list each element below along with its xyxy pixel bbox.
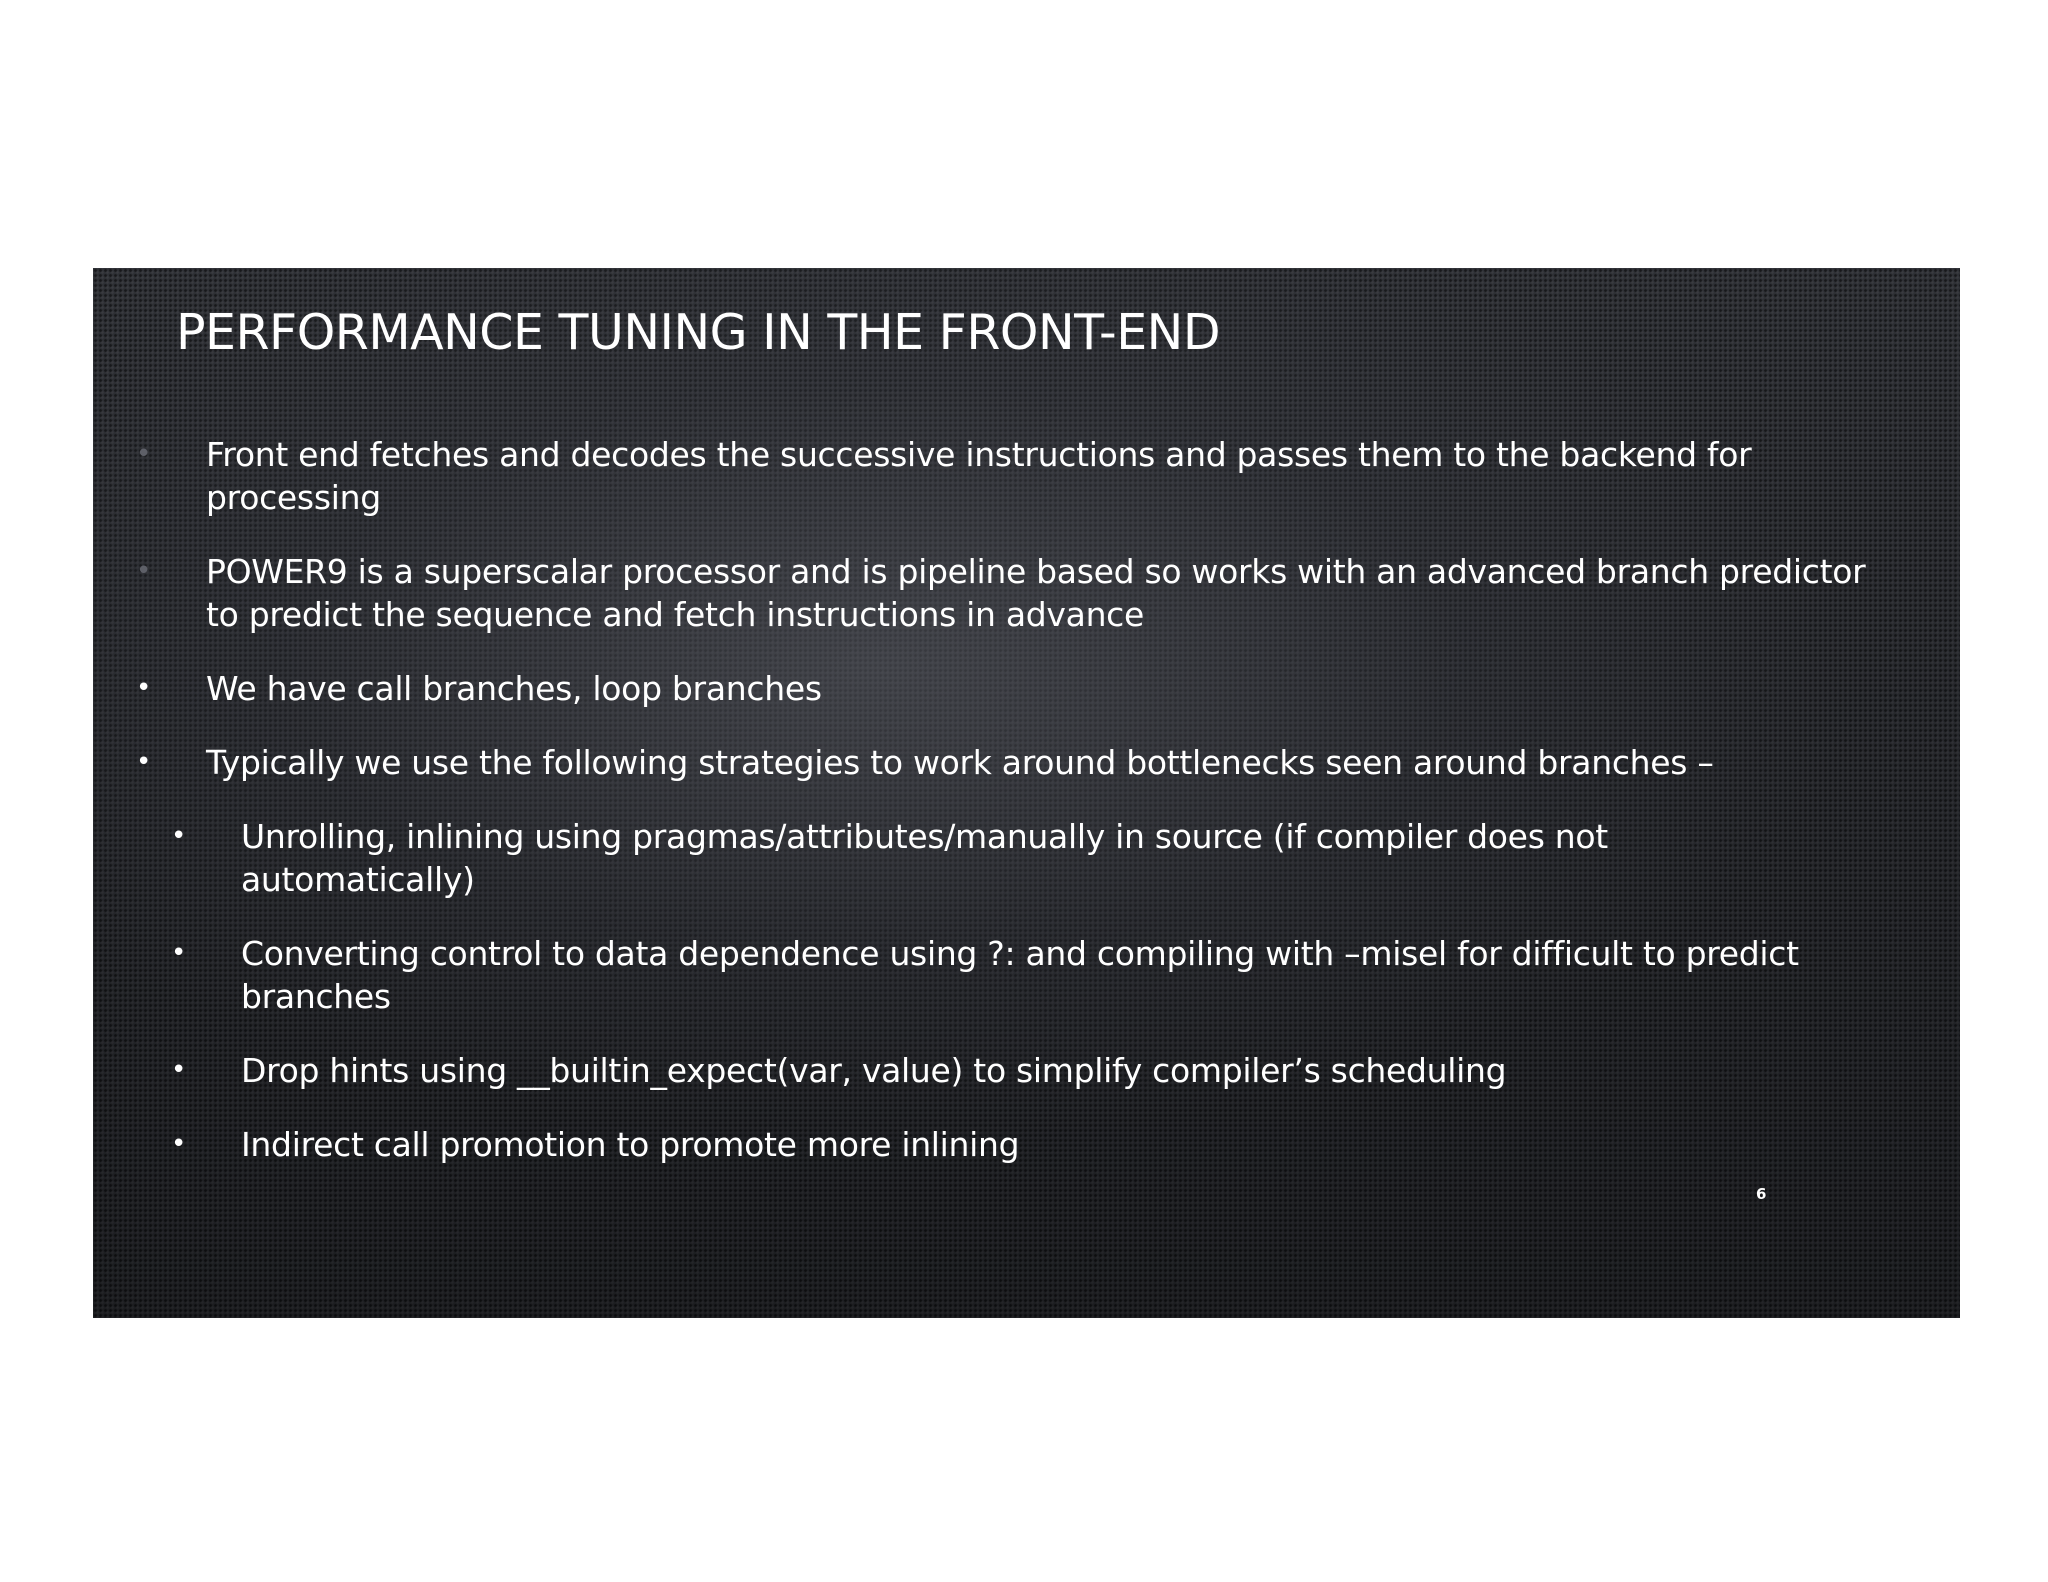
- bullet-marker: •: [136, 747, 152, 777]
- bullet-marker: •: [136, 556, 152, 586]
- bullet-text: POWER9 is a superscalar processor and is pipeline based so works with an advanced branch predictor to predict the sequence and fetch instructions in advance: [206, 552, 1866, 634]
- bullet-marker: •: [171, 821, 187, 851]
- bullet-list: [93, 433, 1960, 1166]
- sub-bullet-item: [171, 932, 1801, 1018]
- bullet-text: We have call branches, loop branches: [206, 669, 822, 708]
- bullet-text: Front end fetches and decodes the successive instructions and passes them to the backend for processing: [206, 435, 1752, 517]
- sub-bullet-item: [171, 1123, 1801, 1166]
- bullet-text: Typically we use the following strategies to work around bottlenecks seen around branches –: [206, 743, 1714, 782]
- bullet-marker: •: [171, 1129, 187, 1159]
- bullet-item: [136, 741, 1906, 784]
- bullet-marker: •: [171, 938, 187, 968]
- bullet-text: Unrolling, inlining using pragmas/attributes/manually in source (if compiler does not automatically): [241, 817, 1608, 899]
- page-number: 6: [1756, 1185, 1767, 1203]
- bullet-marker: •: [136, 439, 152, 469]
- slide-title: PERFORMANCE TUNING IN THE FRONT-END: [176, 304, 1221, 361]
- bullet-text: Converting control to data dependence using ?: and compiling with –misel for difficult to predict branches: [241, 934, 1799, 1016]
- bullet-marker: •: [136, 673, 152, 703]
- bullet-text: Drop hints using __builtin_expect(var, value) to simplify compiler’s scheduling: [241, 1051, 1507, 1090]
- bullet-text: Indirect call promotion to promote more inlining: [241, 1125, 1020, 1164]
- bullet-item: [136, 667, 1906, 710]
- bullet-item: [136, 550, 1906, 636]
- sub-bullet-item: [171, 1049, 1801, 1092]
- slide: [93, 268, 1960, 1318]
- bullet-marker: •: [171, 1055, 187, 1085]
- sub-bullet-item: [171, 815, 1801, 901]
- bullet-item: [136, 433, 1906, 519]
